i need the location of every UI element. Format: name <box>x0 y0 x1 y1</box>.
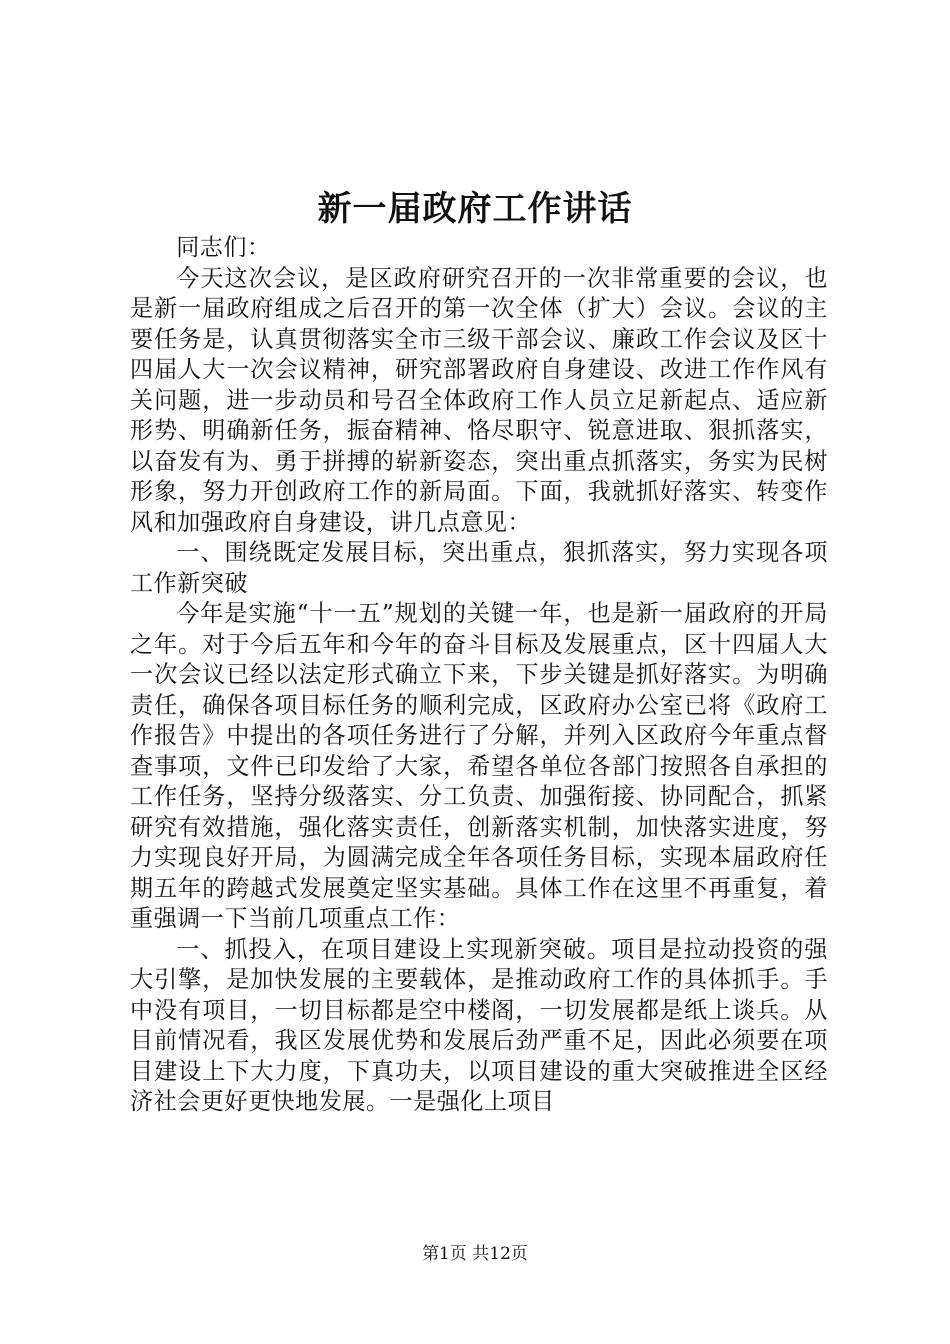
section-heading: 一、围绕既定发展目标，突出重点，狠抓落实，努力实现各项工作新突破 <box>130 540 828 597</box>
body-paragraph: 一、抓投入，在项目建设上实现新突破。项目是拉动投资的强大引擎，是加快发展的主要载体，是推动政府工作的具体抓手。手中没有项目，一切目标都是空中楼阁，一切发展都是纸上谈兵。从目前情况看，我区发展优势和发展后劲严重不足，因此必须要在项目建设上下大力度，下真功夫，以项目建设的重大突破推进全区经济社会更好更快地发展。一是强化上项目 <box>130 936 828 1115</box>
salutation-paragraph: 同志们： <box>176 235 271 261</box>
page-number-footer: 第1页 共12页 <box>422 1244 528 1264</box>
body-paragraph: 今年是实施“十一五”规划的关键一年，也是新一届政府的开局之年。对于今后五年和今年的奋斗目标及发展重点，区十四届人大一次会议已经以法定形式确立下来，下步关键是抓好落实。为明确责任，确保各项目标任务的顺利完成，区政府办公室已将《政府工作报告》中提出的各项任务进行了分解，并列入区政府今年重点督查事项，文件已印发给了大家，希望各单位各部门按照各自承担的工作任务，坚持分级落实、分工负责、加强衔接、协同配合，抓紧研究有效措施，强化落实责任，创新落实机制，加快落实进度，努力实现良好开局，为圆满完成全年各项任务目标，实现本届政府任期五年的跨越式发展奠定坚实基础。具体工作在这里不再重复，着重强调一下当前几项重点工作： <box>130 601 828 932</box>
document-body <box>130 233 828 1118</box>
body-paragraph: 今天这次会议，是区政府研究召开的一次非常重要的会议，也是新一届政府组成之后召开的第一次全体（扩大）会议。会议的主要任务是，认真贯彻落实全市三级干部会议、廉政工作会议及区十四届人大一次会议精神，研究部署政府自身建设、改进工作作风有关问题，进一步动员和号召全体政府工作人员立足新起点、适应新形势、明确新任务，振奋精神、恪尽职守、锐意进取、狠抓落实，以奋发有为、勇于拼搏的崭新姿态，突出重点抓落实，务实为民树形象，努力开创政府工作的新局面。下面，我就抓好落实、转变作风和加强政府自身建设，讲几点意见： <box>130 265 828 536</box>
document-title: 新一届政府工作讲话 <box>317 189 633 229</box>
